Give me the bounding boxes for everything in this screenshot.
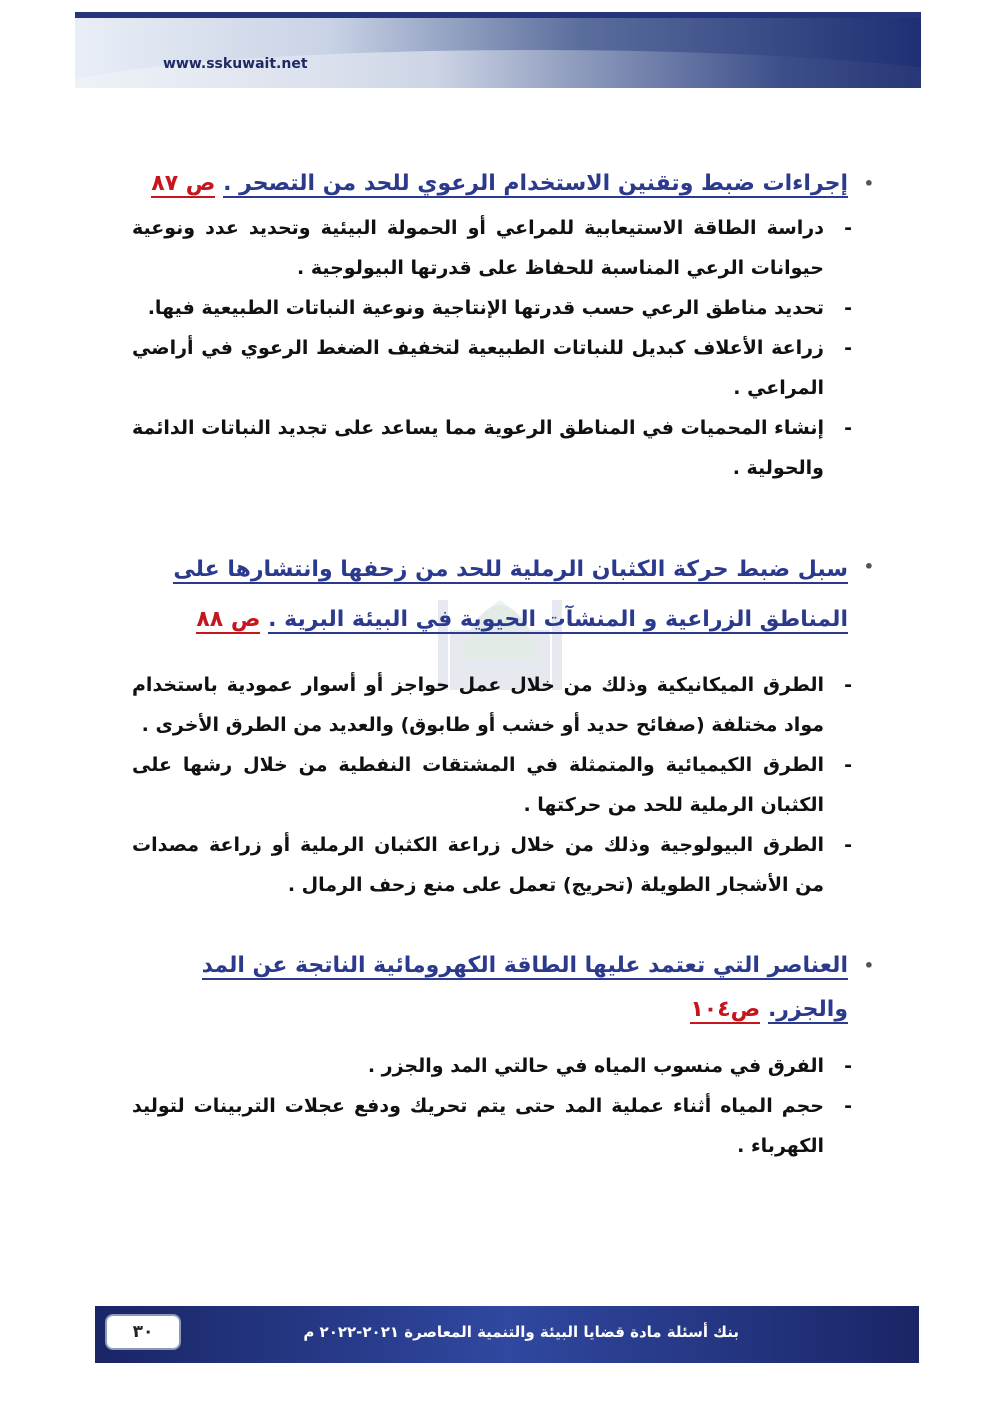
list-item: - الطرق البيولوجية وذلك من خلال زراعة الكثبان الرملية أو زراعة مصدات من الأشجار الطويلة (تحريج) تعمل على منع زحف الرمال .: [132, 834, 852, 896]
list-item: - دراسة الطاقة الاستيعابية للمراعي أو الحمولة البيئية وتحديد عدد ونوعية حيوانات الرعي المناسبة للحفاظ على قدرتها البيولوجية .: [132, 217, 852, 279]
heading-text: سبل ضبط حركة الكثبان الرملية للحد من زحفها وانتشارها على المناطق الزراعية و المنشآت الحيوية في البيئة البرية .: [173, 557, 848, 632]
site-url: www.sskuwait.net: [163, 56, 308, 72]
list-item: - الفرق في منسوب المياه في حالتي المد والجزر .: [367, 1055, 852, 1077]
header-banner: [75, 12, 921, 88]
list-item: - الطرق الميكانيكية وذلك من خلال عمل حواجز أو أسوار عمودية باستخدام مواد مختلفة (صفائح حديد أو خشب أو طابوق) والعديد من الطرق الأخرى .: [132, 674, 852, 736]
list-item: - الطرق الكيميائية والمتمثلة في المشتقات النفطية من خلال رشها على الكثبان الرملية للحد من حركتها .: [132, 754, 852, 816]
list-item: - زراعة الأعلاف كبديل للنباتات الطبيعية لتخفيف الضغط الرعوي في أراضي المراعي .: [132, 337, 852, 399]
footer-title: بنك أسئلة مادة قضايا البيئة والتنمية المعاصرة ٢٠٢١-٢٠٢٢ م: [303, 1323, 739, 1341]
bullet-icon: •: [863, 174, 874, 193]
list-item: - حجم المياه أثناء عملية المد حتى يتم تحريك ودفع عجلات التربينات لتوليد الكهرباء .: [132, 1095, 852, 1157]
section-heading: [132, 162, 874, 206]
item-list: [132, 1046, 852, 1166]
section-heading: [132, 545, 874, 645]
header-top-stripe: [75, 12, 921, 18]
list-item: - إنشاء المحميات في المناطق الرعوية مما يساعد على تجديد النباتات الدائمة والحولية .: [132, 417, 852, 479]
heading-text: إجراءات ضبط وتقنين الاستخدام الرعوي للحد من التصحر .: [223, 171, 848, 196]
page-number: ٣٠: [105, 1314, 181, 1350]
section-sand-dunes: [132, 545, 874, 905]
item-list: [132, 665, 852, 905]
page-reference: ص ٨٧: [151, 171, 216, 196]
section-tidal-energy: [132, 944, 874, 1166]
heading-text: العناصر التي تعتمد عليها الطاقة الكهرومائية الناتجة عن المد والجزر.: [201, 953, 848, 1022]
item-list: [132, 208, 852, 488]
bullet-icon: •: [863, 557, 874, 576]
page-reference: ص ٨٨: [196, 607, 261, 632]
footer-banner: [95, 1306, 919, 1363]
page-reference: ص١٠٤: [690, 997, 761, 1022]
bullet-icon: •: [863, 956, 874, 975]
section-desertification: [132, 162, 874, 488]
list-item: - تحديد مناطق الرعي حسب قدرتها الإنتاجية ونوعية النباتات الطبيعية فيها.: [147, 297, 852, 319]
section-heading: [132, 944, 874, 1032]
